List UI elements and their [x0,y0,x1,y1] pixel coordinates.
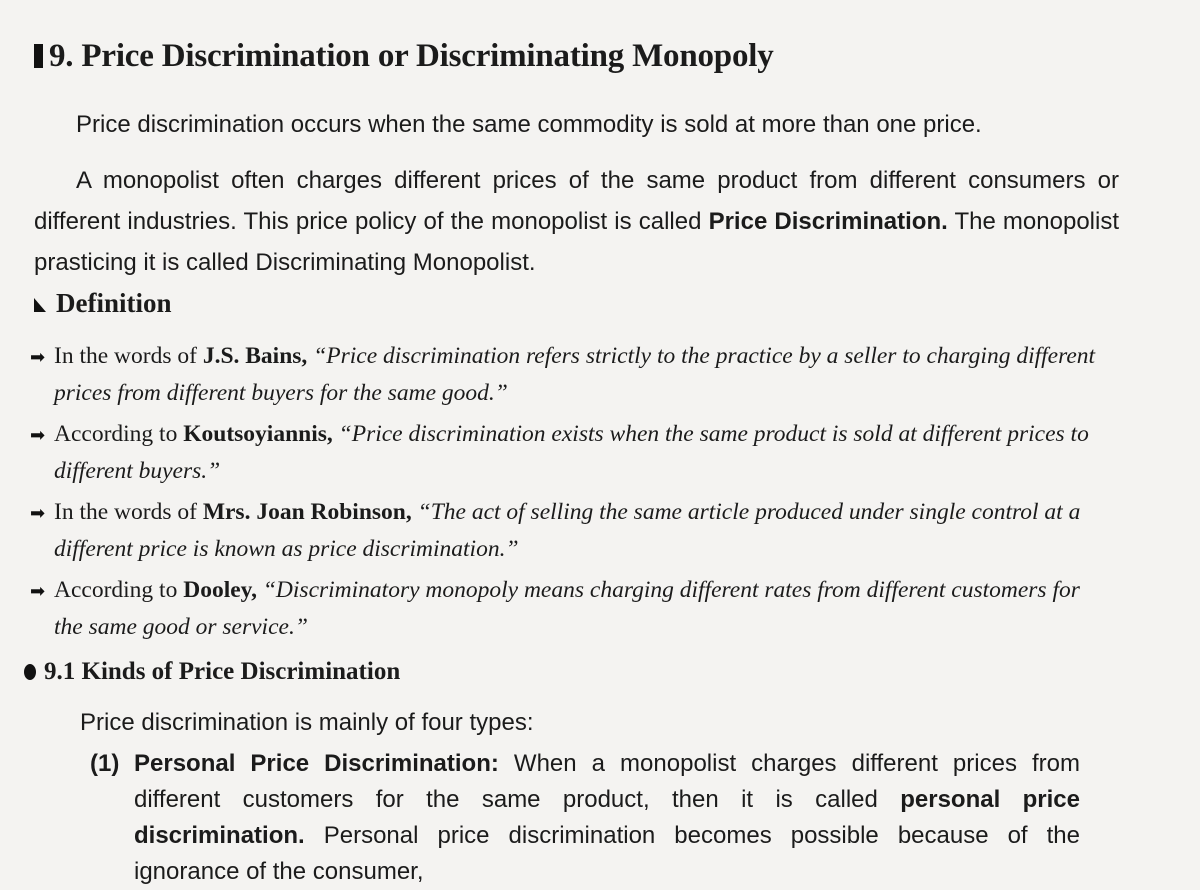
kind-item-number: (1) [90,750,120,777]
definition-item [30,494,1110,568]
kinds-heading [24,658,400,686]
definition-author: Mrs. Joan Robinson, [202,499,412,525]
p2-text-start: A monopolist often charges different prices of the same product from different consumers or different industries. This price policy of the monopolist is called [34,167,1119,235]
section-number: 9. [49,38,74,74]
definition-heading-text: Definition [56,288,172,318]
kind-item-text-1: When a monopolist charges different prices from different customers for the same product, then it is called [134,750,1080,813]
square-bullet-icon [34,44,43,68]
kinds-intro: Price discrimination is mainly of four types: [80,709,534,736]
definition-quote: “Price discrimination refers strictly to the practice by a seller to charging different prices from different buyers for the same good.” [54,343,1096,406]
kind-item-1 [90,746,1080,890]
definition-author: J.S. Bains, [202,343,308,369]
round-bullet-icon [24,664,36,680]
arrow-bullet-icon: ➡ [30,503,46,523]
section-title-text: Price Discrimination or Discriminating Monopoly [81,38,774,74]
definition-item [30,416,1110,490]
definition-lead: In the words of [54,499,203,525]
arrow-bullet-icon: ➡ [30,581,46,601]
kind-item-term: Personal Price Discrimination: [134,750,499,777]
kind-item-text [90,746,1080,890]
definition-author: Dooley, [183,577,257,603]
p2-text-end: The monopolist prasticing it is called Discriminating Monopolist. [34,208,1119,276]
definition-lead: According to [54,577,184,603]
definition-list [30,338,1110,650]
definition-quote: “Discriminatory monopoly means charging different rates from different customers for the same good or service.” [54,577,1080,640]
arrow-bullet-icon: ➡ [30,425,46,445]
p2-bold-term: Price Discrimination. [708,208,948,235]
definition-lead: In the words of [54,343,203,369]
intro-paragraph-2 [34,160,1119,283]
definition-quote: “The act of selling the same article produced under single control at a different price is known as price discrimination.” [54,499,1081,562]
kind-item-text-2: Personal price discrimination becomes possible because of the ignorance of the consumer, [134,822,1080,885]
kinds-heading-text: 9.1 Kinds of Price Discrimination [44,658,401,685]
definition-quote: “Price discrimination exists when the same product is sold at different prices to different buyers.” [54,421,1089,484]
section-title [34,38,774,75]
definition-item [30,572,1110,646]
definition-author: Koutsoyiannis, [183,421,333,447]
triangle-bullet-icon [34,298,46,312]
arrow-bullet-icon: ➡ [30,347,46,367]
definition-item [30,338,1110,412]
definition-heading [34,288,172,319]
kind-item-bold: personal price discrimination. [134,786,1081,849]
definition-lead: According to [54,421,184,447]
intro-paragraph-1: Price discrimination occurs when the same commodity is sold at more than one price. [76,111,982,138]
